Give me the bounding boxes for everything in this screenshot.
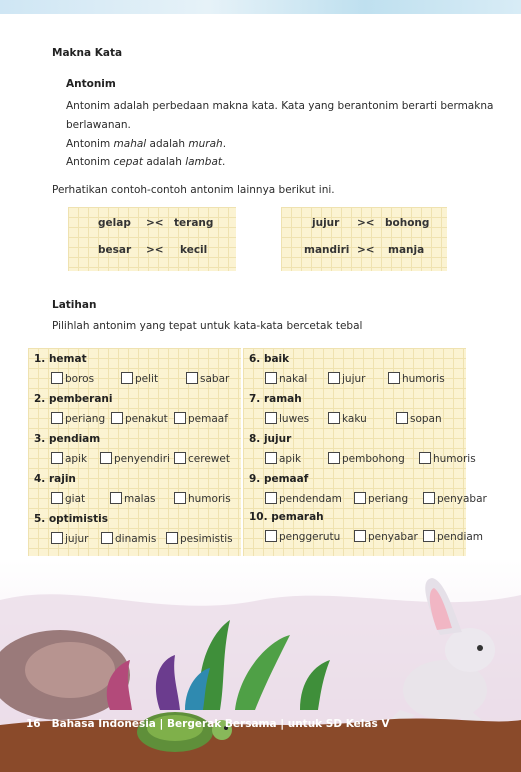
option-label: apik (279, 453, 302, 465)
option-label: humoris (188, 493, 231, 505)
checkbox[interactable] (265, 492, 277, 504)
option-label: apik (65, 453, 88, 465)
text: Antonim (66, 138, 114, 150)
exercise-instruction: Pilihlah antonim yang tepat untuk kata-kata bercetak tebal (52, 320, 363, 332)
option-label: periang (65, 413, 106, 425)
section-title: Makna Kata (52, 47, 123, 59)
example-word: besar (98, 244, 132, 256)
option-label: jujur (342, 373, 366, 385)
option[interactable] (121, 372, 158, 386)
illustration-scene (0, 560, 521, 772)
example-sentence-2 (66, 155, 225, 169)
option-label: penakut (125, 413, 168, 425)
italic-word: cepat (113, 156, 143, 168)
example-antonym: terang (174, 217, 214, 229)
example-word: jujur (312, 217, 340, 229)
question-label: 1. hemat (34, 353, 87, 365)
option-label: nakal (279, 373, 308, 385)
grade-label: untuk SD Kelas V (287, 718, 390, 730)
checkbox[interactable] (423, 492, 435, 504)
option-label: humoris (402, 373, 445, 385)
option[interactable] (111, 412, 168, 426)
option-label: pendiam (437, 531, 484, 543)
checkbox[interactable] (328, 412, 340, 424)
option[interactable] (51, 492, 85, 506)
option-label: luwes (279, 413, 310, 425)
italic-word: lambat (185, 156, 222, 168)
option-label: pemaaf (188, 413, 228, 425)
checkbox[interactable] (265, 530, 277, 542)
option[interactable] (354, 492, 408, 506)
text: Antonim (66, 156, 114, 168)
checkbox[interactable] (265, 452, 277, 464)
option-label: pelit (135, 373, 159, 385)
page-footer (26, 718, 390, 730)
option[interactable] (265, 412, 309, 426)
text: . (222, 156, 226, 168)
separator: | (276, 718, 288, 730)
italic-word: mahal (113, 138, 147, 150)
option[interactable] (51, 452, 87, 466)
checkbox[interactable] (423, 530, 435, 542)
option[interactable] (265, 372, 307, 386)
option-label: jujur (65, 533, 89, 545)
option[interactable] (423, 492, 487, 506)
option[interactable] (265, 530, 340, 544)
checkbox[interactable] (166, 532, 178, 544)
book-title: Bahasa Indonesia (51, 718, 156, 730)
question-label: 6. baik (249, 353, 290, 365)
checkbox[interactable] (51, 452, 63, 464)
checkbox[interactable] (354, 530, 366, 542)
example-word: gelap (98, 217, 131, 229)
option-label: malas (124, 493, 156, 505)
option-label: sopan (410, 413, 442, 425)
antonym-symbol: >< (357, 244, 375, 256)
checkbox[interactable] (100, 452, 112, 464)
question-label: 9. pemaaf (249, 473, 309, 485)
option[interactable] (100, 452, 170, 466)
option[interactable] (51, 372, 94, 386)
examples-intro: Perhatikan contoh-contoh antonim lainnya berikut ini. (52, 184, 335, 196)
option[interactable] (51, 532, 88, 546)
example-box-right (281, 207, 447, 271)
option-label: dinamis (115, 533, 157, 545)
checkbox[interactable] (265, 372, 277, 384)
option-label: penyabar (368, 531, 418, 543)
option-label: periang (368, 493, 409, 505)
question-label: 3. pendiam (34, 433, 101, 445)
option[interactable] (101, 532, 156, 546)
antonym-symbol: >< (146, 217, 164, 229)
exercise-title: Latihan (52, 299, 97, 311)
question-label: 5. optimistis (34, 513, 108, 525)
option[interactable] (265, 492, 342, 506)
option[interactable] (419, 452, 476, 466)
separator: | (155, 718, 168, 730)
question-label: 4. rajin (34, 473, 76, 485)
checkbox[interactable] (396, 412, 408, 424)
definition-line-2: berlawanan. (66, 119, 131, 131)
checkbox[interactable] (174, 452, 186, 464)
option[interactable] (174, 492, 231, 506)
question-label: 10. pemarah (249, 511, 324, 523)
example-antonym: manja (388, 244, 425, 256)
example-antonym: kecil (180, 244, 208, 256)
option-label: giat (65, 493, 86, 505)
checkbox[interactable] (121, 372, 133, 384)
checkbox[interactable] (328, 452, 340, 464)
checkbox[interactable] (328, 372, 340, 384)
example-box-left (68, 207, 236, 271)
option-label: penyendiri (114, 453, 170, 465)
option-label: humoris (433, 453, 476, 465)
option[interactable] (388, 372, 445, 386)
top-decor-band (0, 0, 521, 14)
option[interactable] (174, 412, 228, 426)
exercise-grid-left (28, 348, 241, 556)
option-label: pesimistis (180, 533, 233, 545)
question-label: 7. ramah (249, 393, 302, 405)
exercise-grid-right (243, 348, 487, 556)
subsection-title: Antonim (66, 78, 116, 90)
option-label: penyabar (437, 493, 487, 505)
option[interactable] (174, 452, 230, 466)
option[interactable] (265, 452, 301, 466)
option[interactable] (110, 492, 156, 506)
option-label: kaku (342, 413, 367, 425)
checkbox[interactable] (265, 412, 277, 424)
checkbox[interactable] (51, 412, 63, 424)
checkbox[interactable] (354, 492, 366, 504)
antonym-symbol: >< (357, 217, 375, 229)
checkbox[interactable] (186, 372, 198, 384)
text: . (222, 138, 227, 150)
question-label: 2. pemberani (34, 393, 113, 405)
option-label: sabar (200, 373, 230, 385)
definition-line-1: Antonim adalah perbedaan makna kata. Kata yang berantonim berarti bermakna (66, 100, 494, 112)
option[interactable] (396, 412, 442, 426)
option[interactable] (328, 372, 365, 386)
option-label: penggerutu (279, 531, 341, 543)
checkbox[interactable] (388, 372, 400, 384)
checkbox[interactable] (51, 532, 63, 544)
antonym-symbol: >< (146, 244, 164, 256)
page-number: 16 (26, 718, 41, 730)
example-antonym: bohong (385, 217, 430, 229)
option[interactable] (186, 372, 229, 386)
checkbox[interactable] (174, 412, 186, 424)
option-label: pendendam (279, 493, 342, 505)
option-label: cerewet (188, 453, 230, 465)
text: adalah (146, 138, 189, 150)
option[interactable] (51, 412, 105, 426)
option-label: pembohong (342, 453, 405, 465)
checkbox[interactable] (101, 532, 113, 544)
option[interactable] (328, 452, 405, 466)
checkbox[interactable] (111, 412, 123, 424)
checkbox[interactable] (419, 452, 431, 464)
checkbox[interactable] (174, 492, 186, 504)
checkbox[interactable] (110, 492, 122, 504)
option-label: boros (65, 373, 95, 385)
example-word: mandiri (304, 244, 350, 256)
italic-word: murah (188, 138, 223, 150)
option[interactable] (423, 530, 483, 544)
option[interactable] (328, 412, 367, 426)
option[interactable] (166, 532, 233, 546)
checkbox[interactable] (51, 492, 63, 504)
series-name: Bergerak Bersama (167, 718, 277, 730)
question-label: 8. jujur (249, 433, 292, 445)
example-sentence-1 (66, 137, 226, 151)
checkbox[interactable] (51, 372, 63, 384)
option[interactable] (354, 530, 418, 544)
text: adalah (142, 156, 186, 168)
